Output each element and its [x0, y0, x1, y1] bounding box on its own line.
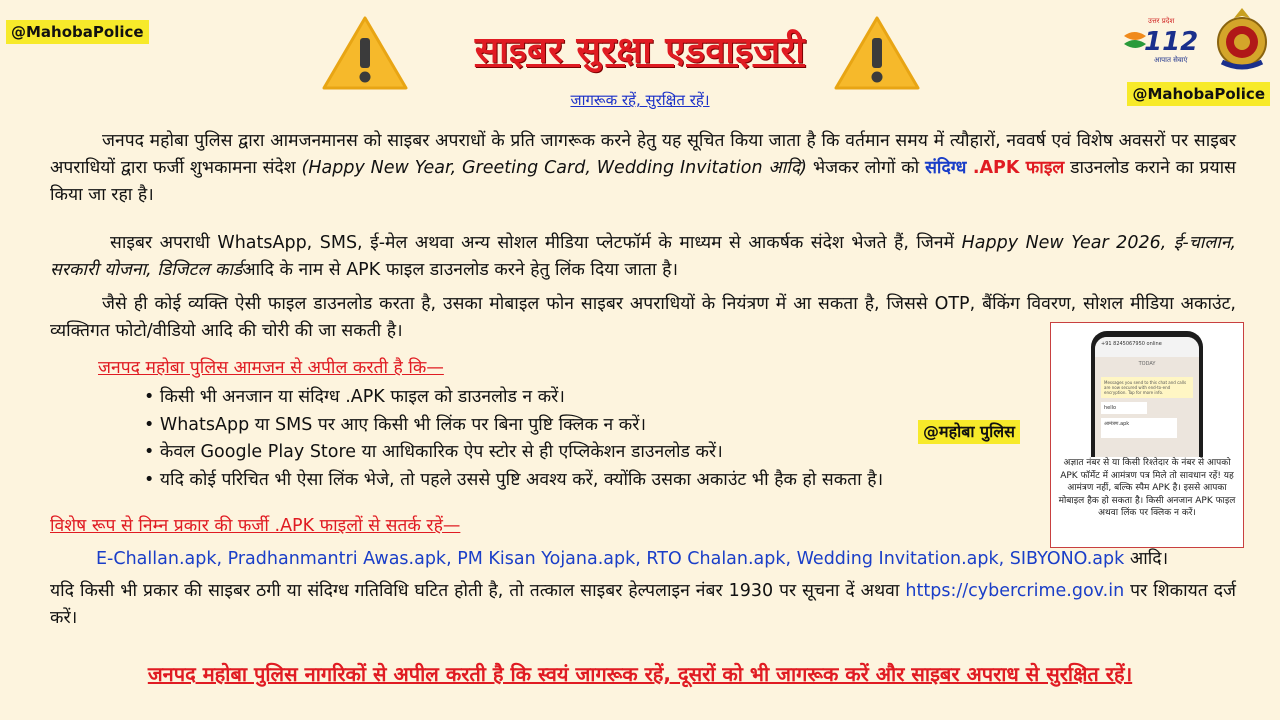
- list-item: • किसी भी अनजान या संदिग्ध .APK फाइल को डाउनलोड न करें।: [144, 384, 883, 412]
- p2-italic: Happy New Year 2026, ई-चालान, सरकारी योजना, डिजिटल कार्ड: [50, 233, 1237, 280]
- paragraph-helpline: [50, 578, 1236, 632]
- paragraph-method: [50, 230, 1236, 284]
- chat-day-label: TODAY: [1138, 361, 1156, 367]
- footer-appeal: जनपद महोबा पुलिस नागरिकों से अपील करती है कि स्वयं जागरूक रहें, दूसरों को भी जागरूक करें और साइबर अपराध से सुरक्षित रहें।: [147, 662, 1133, 686]
- chat-header: [1095, 337, 1199, 357]
- logo-top-text: उत्तर प्रदेश: [1148, 17, 1175, 25]
- handle-tag-top-left: @MahobaPolice: [6, 20, 149, 44]
- logo-number: 112: [1144, 27, 1199, 57]
- p1-text-a: जनपद महोबा पुलिस द्वारा आमजनमानस को साइबर अपराधों के प्रति जागरूक करने हेतु यह सूचित किया जाता है कि वर्तमान समय में त्यौहारों, नववर्ष एवं विशेष अवसरों पर साइबर अपराधियों द्वारा फर्जी शुभकामना संदेश: [50, 131, 1236, 178]
- p4-text-b: पर शिकायत दर्ज करें।: [50, 581, 1237, 628]
- apk-files-suffix: आदि।: [1124, 549, 1169, 569]
- apk-warning-heading: विशेष रूप से निम्न प्रकार की फर्जी .APK फाइलों से सतर्क रहें—: [50, 516, 461, 536]
- paragraph-intro: [50, 128, 1236, 209]
- page-subtitle: जागरूक रहें, सुरक्षित रहें।: [570, 91, 710, 109]
- handle-tag-top-right: @MahobaPolice: [1127, 82, 1270, 106]
- chat-file-bubble: आमंत्रण.apk: [1101, 418, 1177, 438]
- handle-tag-middle: @महोबा पुलिस: [918, 420, 1020, 444]
- chat-header-status: online: [1146, 341, 1162, 347]
- p1-highlight-red: .APK फाइल: [966, 158, 1065, 178]
- p1-text-b: भेजकर लोगों को: [806, 158, 926, 178]
- apk-file-list: [96, 546, 1168, 570]
- logo-bottom-text: आपात सेवाएं: [1154, 56, 1188, 64]
- advice-list: [144, 384, 883, 494]
- chat-system-note: Messages you send to this chat and calls are now secured with end-to-end encryption. Tap for more info.: [1101, 377, 1193, 398]
- list-item: • केवल Google Play Store या आधिकारिक ऐप स्टोर से ही एप्लिकेशन डाउनलोड करें।: [144, 439, 883, 467]
- up112-logo-icon: [1118, 14, 1202, 66]
- p2-text-b: आदि के नाम से APK फाइल डाउनलोड करने हेतु लिंक दिया जाता है।: [242, 260, 679, 280]
- p4-text-a: यदि किसी भी प्रकार की साइबर ठगी या संदिग्ध गतिविधि घटित होती है, तो तत्काल साइबर हेल्पलाइन नंबर 1930 पर सूचना दें अथवा: [50, 581, 906, 601]
- p1-highlight-blue: संदिग्ध: [925, 158, 967, 178]
- cybercrime-link[interactable]: https://cybercrime.gov.in: [905, 581, 1125, 601]
- appeal-heading: जनपद महोबा पुलिस आमजन से अपील करती है कि—: [98, 358, 444, 378]
- apk-files: E-Challan.apk, Pradhanmantri Awas.apk, PM Kisan Yojana.apk, RTO Chalan.apk, Wedding Invitation.apk, SIBYONO.apk: [96, 549, 1125, 569]
- phone-caption: अज्ञात नंबर से या किसी रिश्तेदार के नंबर से आपको APK फॉर्मेट में आमंत्रण पत्र मिले तो सावधान रहें! यह आमंत्रण नहीं, बल्कि स्पैम APK है। इससे आपका मोबाइल हैक हो सकता है। किसी अनजान APK फाइल अथवा लिंक पर क्लिक न करें।: [1057, 457, 1237, 541]
- page-title: साइबर सुरक्षा एडवाइजरी: [474, 30, 806, 71]
- chat-header-number: +91 8245067950: [1101, 341, 1145, 347]
- p2-text-a: साइबर अपराधी WhatsApp, SMS, ई-मेल अथवा अन्य सोशल मीडिया प्लेटफॉर्म के माध्यम से आकर्षक संदेश भेजते हैं, जिनमें: [110, 233, 962, 253]
- p1-italic: (Happy New Year, Greeting Card, Wedding Invitation आदि): [301, 158, 807, 178]
- list-item: • WhatsApp या SMS पर आए किसी भी लिंक पर बिना पुष्टि क्लिक न करें।: [144, 412, 883, 440]
- chat-bubble: hello: [1101, 402, 1147, 414]
- p3-text: जैसे ही कोई व्यक्ति ऐसी फाइल डाउनलोड करता है, उसका मोबाइल फोन साइबर अपराधियों के नियंत्रण में आ सकता है, जिससे OTP, बैंकिंग विवरण, सोशल मीडिया अकाउंट, व्यक्तिगत फोटो/वीडियो आदि की चोरी की जा सकती है।: [50, 294, 1236, 341]
- p1-text-c: डाउनलोड कराने का प्रयास किया जा रहा है।: [50, 158, 1237, 205]
- up-police-emblem-icon: [1212, 6, 1272, 72]
- list-item: • यदि कोई परिचित भी ऐसा लिंक भेजे, तो पहले उससे पुष्टि अवश्य करें, क्योंकि उसका अकाउंट भी हैक हो सकता है।: [144, 467, 883, 495]
- phone-illustration-panel: [1050, 322, 1244, 548]
